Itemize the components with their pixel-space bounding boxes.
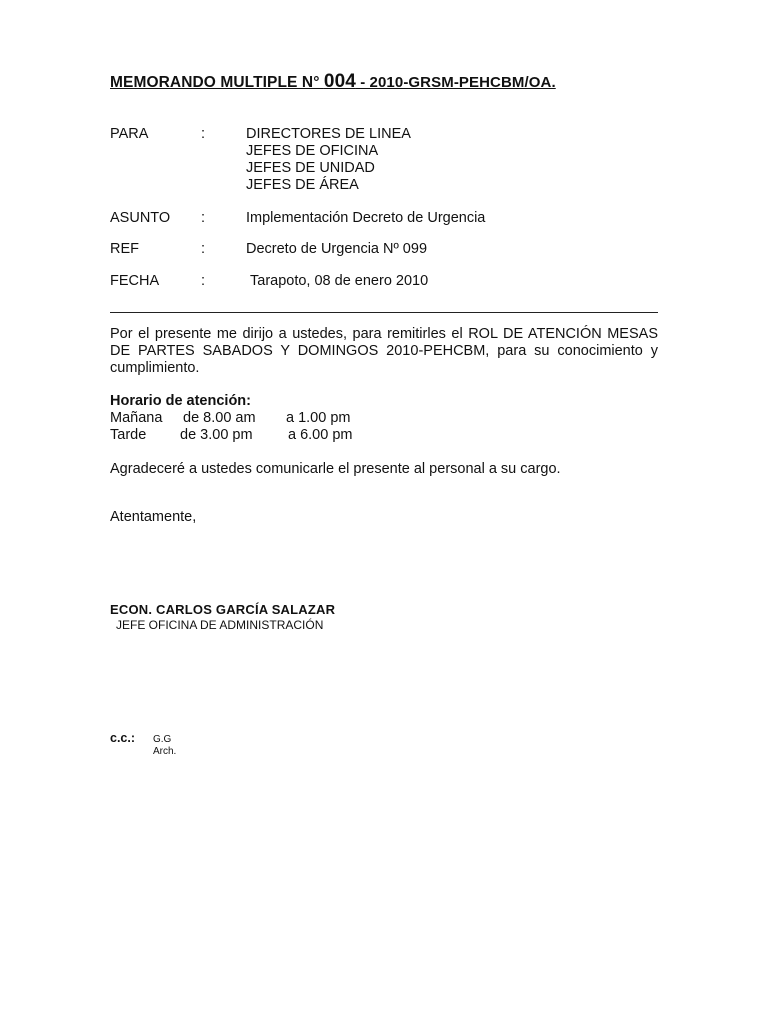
para-colon: : <box>201 126 206 142</box>
schedule-from: de 8.00 am <box>183 410 256 426</box>
schedule-to: a 1.00 pm <box>286 410 351 426</box>
para-recipient: JEFES DE UNIDAD <box>246 160 375 176</box>
ref-colon: : <box>201 241 206 257</box>
signatory-role: JEFE OFICINA DE ADMINISTRACIÓN <box>116 618 324 632</box>
thanks-paragraph: Agradeceré a ustedes comunicarle el presente al personal a su cargo. <box>110 461 561 477</box>
fecha-colon: : <box>201 273 206 289</box>
schedule-period: Mañana <box>110 410 163 426</box>
memo-title <box>110 71 556 93</box>
ref-value: Decreto de Urgencia Nº 099 <box>246 241 428 257</box>
memo-number: 004 <box>323 71 356 92</box>
fecha-value: Tarapoto, 08 de enero 2010 <box>250 273 429 289</box>
memo-title-suffix: - 2010-GRSM-PEHCBM/OA. <box>355 74 556 91</box>
cc-recipient: G.G <box>153 734 172 745</box>
asunto-colon: : <box>201 210 206 226</box>
memo-title-prefix: MEMORANDO MULTIPLE N° <box>110 74 324 91</box>
para-recipient: DIRECTORES DE LINEA <box>246 126 411 142</box>
para-recipient: JEFES DE OFICINA <box>246 143 379 159</box>
asunto-value: Implementación Decreto de Urgencia <box>246 210 486 226</box>
schedule-to: a 6.00 pm <box>288 427 353 443</box>
cc-recipient: Arch. <box>153 746 177 757</box>
para-recipient: JEFES DE ÁREA <box>246 177 359 193</box>
schedule-from: de 3.00 pm <box>180 427 253 443</box>
signatory-name: ECON. CARLOS GARCÍA SALAZAR <box>110 602 336 617</box>
schedule-period: Tarde <box>110 427 147 443</box>
cc-recipients <box>153 734 176 758</box>
fecha-label: FECHA <box>110 273 160 289</box>
intro-paragraph: Por el presente me dirijo a ustedes, para remitirles el ROL DE ATENCIÓN MESAS DE PARTES SABADOS Y DOMINGOS 2010-PEHCBM, para su conocimiento y cumplimiento. <box>110 326 658 376</box>
ref-label: REF <box>110 241 139 257</box>
cc-label: c.c.: <box>110 731 136 745</box>
header-divider <box>110 312 658 313</box>
asunto-label: ASUNTO <box>110 210 171 226</box>
para-label: PARA <box>110 126 149 142</box>
para-recipients <box>246 126 411 194</box>
closing-text: Atentamente, <box>110 509 197 525</box>
schedule-heading: Horario de atención: <box>110 393 251 409</box>
